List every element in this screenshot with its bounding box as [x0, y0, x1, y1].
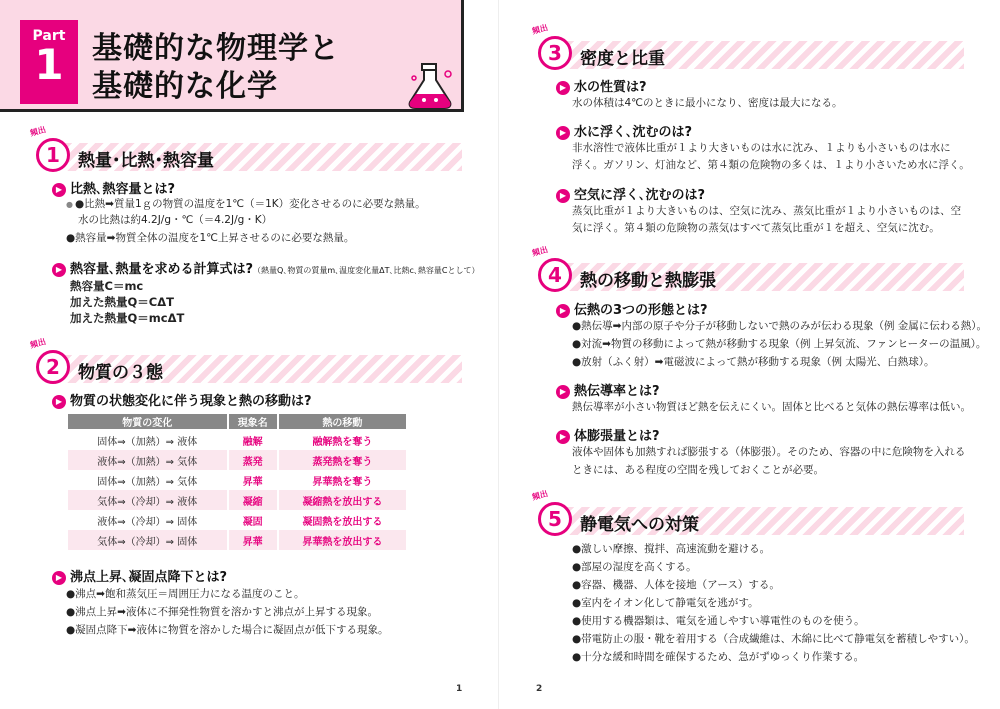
s2-line-3: ●凝固点降下➡液体に物質を溶かした場合に凝固点が低下する現象。 [66, 624, 389, 636]
s3-answer-2b: 浮く。ガソリン、灯油など、第４類の危険物の多くは、１より小さいため水に浮く。 [572, 159, 970, 171]
s5-line-6: ●帯電防止の服・靴を着用する（合成繊維は、木綿に比べて静電気を蓄積しやすい）。 [572, 633, 975, 645]
s1-question-1: ▶ 比熱､熱容量とは? [52, 178, 175, 197]
table-row: 液体⇒（加熱）⇒ 気体 蒸発 蒸発熱を奪う [67, 450, 407, 470]
arrow-icon: ▶ [52, 183, 66, 197]
arrow-icon: ▶ [556, 126, 570, 140]
arrow-icon: ▶ [556, 189, 570, 203]
s3-question-2: ▶ 水に浮く､沈むのは? [556, 121, 692, 140]
s2-line-1: ●沸点➡飽和蒸気圧＝周囲圧力になる温度のこと。 [66, 588, 305, 600]
table-header: 熱の移動 [278, 413, 407, 430]
section-2-number: 2 [36, 350, 70, 384]
s5-line-3: ●容器、機器、人体を接地（アース）する。 [572, 579, 780, 591]
table-row: 気体⇒（冷却）⇒ 固体 昇華 昇華熱を放出する [67, 530, 407, 550]
section-4-number: 4 [538, 258, 572, 292]
arrow-icon: ▶ [556, 430, 570, 444]
part-word: Part [32, 28, 66, 44]
arrow-icon: ▶ [556, 81, 570, 95]
page-number-1: 1 [456, 684, 463, 694]
section-3-banner [531, 23, 964, 72]
page-number-2: 2 [536, 684, 543, 694]
section-5-banner [531, 489, 964, 538]
s1-line-3: ●熱容量➡物質全体の温度を1℃上昇させるのに必要な熱量。 [66, 232, 355, 244]
section-1-banner [29, 125, 462, 174]
s5-line-7: ●十分な緩和時間を確保するため、急がずゆっくり作業する。 [572, 651, 865, 663]
s5-line-1: ●激しい摩擦、撹拌、高速流動を避ける。 [572, 543, 771, 555]
s4-answer-2: 熱伝導率が小さい物質ほど熱を伝えにくい。固体と比べると気体の熱伝導率は低い。 [572, 401, 971, 413]
section-3-title: 密度と比重 [580, 49, 665, 69]
section-2-tag: 頻出 [29, 337, 47, 350]
part-badge [20, 20, 78, 104]
part-header [0, 0, 464, 112]
arrow-icon: ▶ [556, 304, 570, 318]
s4-question-1: ▶ 伝熱の3つの形態とは? [556, 299, 708, 318]
s1-line-2: 水の比熱は約4.2J/g・℃（＝4.2J/g・K） [78, 214, 273, 226]
section-1-title: 熱量･比熱･熱容量 [78, 151, 214, 171]
s3-answer-3b: 気に浮く。第４類の危険物の蒸気はすべて蒸気比重が１を超え、空気に沈む。 [572, 222, 940, 234]
table-row: 固体⇒（加熱）⇒ 液体 融解 融解熱を奪う [67, 430, 407, 450]
s4-line-1: ●熱伝導➡内部の原子や分子が移動しないで熱のみが伝わる現象（例 金属に伝わる熱）。 [572, 320, 988, 332]
section-3-tag: 頻出 [531, 23, 549, 36]
s3-answer-2a: 非水溶性で液体比重が１より大きいものは水に沈み、１よりも小さいものは水に [572, 142, 951, 154]
right-page [500, 0, 1000, 709]
formula-heat-capacity: 熱容量C＝mc [70, 279, 144, 293]
arrow-icon: ▶ [52, 571, 66, 585]
s3-question-3: ▶ 空気に浮く､沈むのは? [556, 184, 705, 203]
arrow-icon: ▶ [52, 263, 66, 277]
section-4-banner [531, 245, 964, 294]
s3-question-1: ▶ 水の性質は? [556, 76, 647, 95]
flask-icon [404, 62, 456, 110]
section-5-number: 5 [538, 502, 572, 536]
title-line-2: 基礎的な化学 [92, 69, 278, 104]
table-header: 現象名 [228, 413, 278, 430]
s4-question-2: ▶ 熱伝導率とは? [556, 380, 660, 399]
part-dots [44, 118, 94, 120]
s4-line-3: ●放射（ふく射）➡電磁波によって熱が移動する現象（例 太陽光、白熱球）。 [572, 356, 935, 368]
section-4-title: 熱の移動と熱膨張 [580, 271, 716, 291]
section-1-number: 1 [36, 138, 70, 172]
table-header: 物質の変化 [67, 413, 228, 430]
s4-question-3: ▶ 体膨張量とは? [556, 425, 660, 444]
title-line-1: 基礎的な物理学と [92, 31, 340, 66]
section-5-tag: 頻出 [531, 489, 549, 502]
table-row: 固体⇒（加熱）⇒ 気体 昇華 昇華熱を奪う [67, 470, 407, 490]
table-row: 気体⇒（冷却）⇒ 液体 凝縮 凝縮熱を放出する [67, 490, 407, 510]
section-2-banner [29, 337, 462, 386]
s4-answer-3a: 液体や固体も加熱すれば膨張する（体膨張）。そのため、容器の中に危険物を入れる [572, 446, 966, 458]
formula-heat-2: 加えた熱量Q＝mcΔT [70, 311, 185, 325]
s5-line-4: ●室内をイオン化して静電気を逃がす。 [572, 597, 759, 609]
section-1-tag: 頻出 [29, 125, 47, 138]
s3-answer-3a: 蒸気比重が１より大きいものは、空気に沈み、蒸気比重が１より小さいものは、空 [572, 205, 962, 217]
section-5-title: 静電気への対策 [580, 515, 699, 535]
s4-line-2: ●対流➡物質の移動によって熱が移動する現象（例 上昇気流、ファンヒーターの温風）。 [572, 338, 987, 350]
part-number: 1 [34, 40, 64, 89]
table-row: 液体⇒（冷却）⇒ 固体 凝固 凝固熱を放出する [67, 510, 407, 530]
section-3-number: 3 [538, 36, 572, 70]
state-change-table [66, 412, 408, 550]
s1-question-2: ▶ 熱容量､熱量を求める計算式は?（熱量Q､物質の質量m､温度変化量ΔT､比熱c､熱容量Cとして） [52, 258, 479, 277]
arrow-icon: ▶ [52, 395, 66, 409]
formula-heat-1: 加えた熱量Q＝CΔT [70, 295, 174, 309]
s4-answer-3b: ときには、ある程度の空間を残しておくことが必要。 [572, 464, 824, 476]
section-2-title: 物質の３態 [78, 363, 163, 383]
s2-line-2: ●沸点上昇➡液体に不揮発性物質を溶かすと沸点が上昇する現象。 [66, 606, 378, 618]
s2-question-1: ▶ 物質の状態変化に伴う現象と熱の移動は? [52, 390, 312, 409]
s3-answer-1: 水の体積は4℃のときに最小になり、密度は最大になる。 [572, 97, 843, 109]
s5-line-2: ●部屋の湿度を高くする。 [572, 561, 697, 573]
s1-line-1: ● ●比熱➡質量1ｇの物質の温度を1℃（＝1K）変化させるのに必要な熱量。 [66, 196, 426, 213]
section-4-tag: 頻出 [531, 245, 549, 258]
s5-line-5: ●使用する機器類は、電気を通しやすい導電性のものを使う。 [572, 615, 865, 627]
page-title [92, 30, 340, 106]
s2-question-2: ▶ 沸点上昇､凝固点降下とは? [52, 566, 227, 585]
arrow-icon: ▶ [556, 385, 570, 399]
